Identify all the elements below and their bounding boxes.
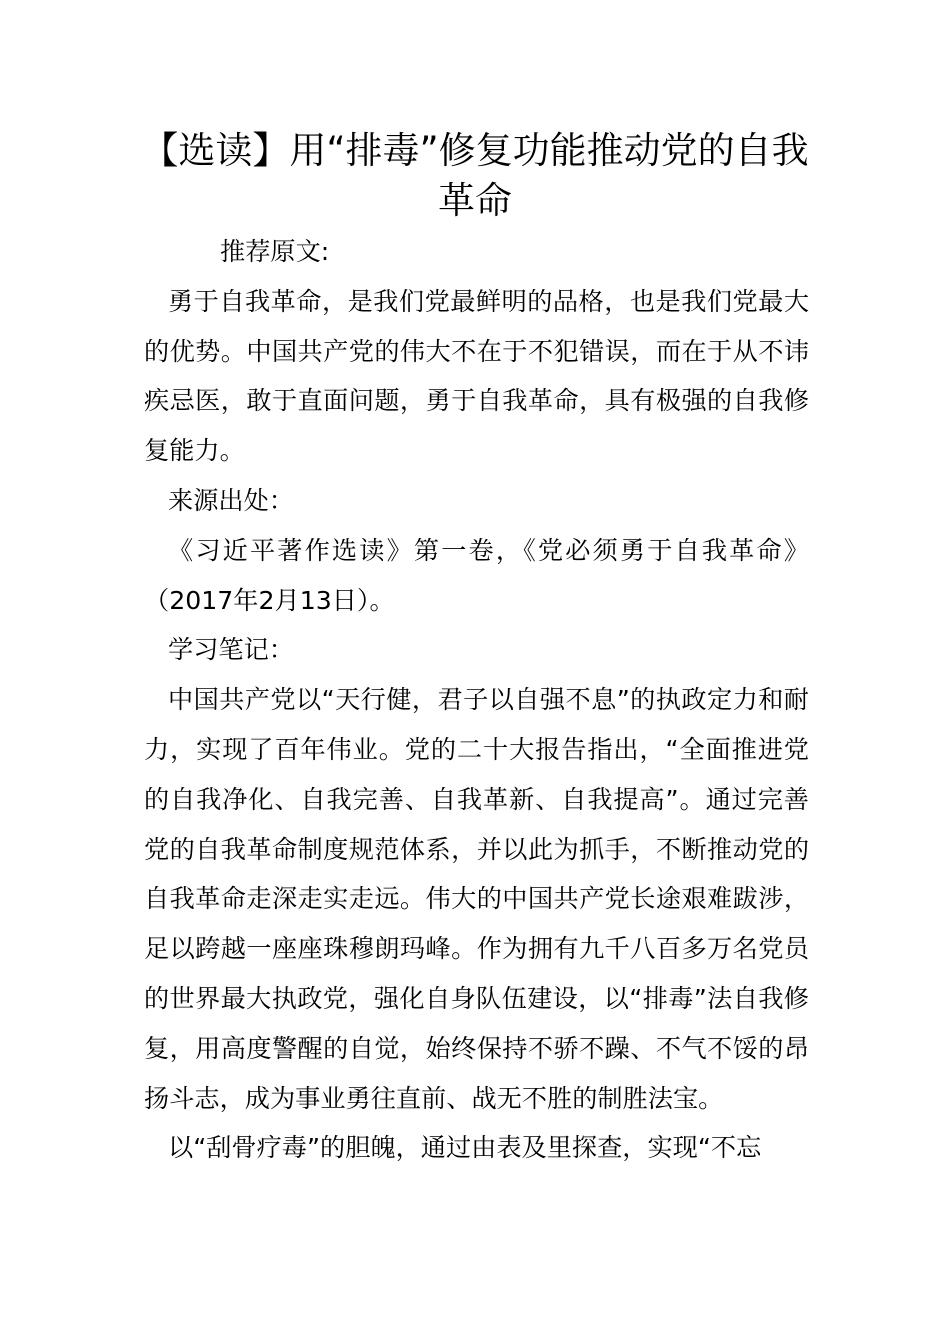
recommended-text: 勇于自我革命，是我们党最鲜明的品格，也是我们党最大的优势。中国共产党的伟大不在于不犯错误，而在于从不讳疾忌医，敢于直面问题，勇于自我革命，具有极强的自我修复能力。	[144, 286, 809, 466]
notes-paragraph-1: 中国共产党以“天行健，君子以自强不息”的执政定力和耐力，实现了百年伟业。党的二十大报告指出，“全面推进党的自我净化、自我完善、自我革新、自我提高”。通过完善党的自我革命制度规范体系，并以此为抓手，不断推动党的自我革命走深走实走远。伟大的中国共产党长途艰难跋涉，足以跨越一座座珠穆朗玛峰。作为拥有九千八百多万名党员的世界最大执政党，强化自身队伍建设，以“排毒”法自我修复，用高度警醒的自觉，始终保持不骄不躁、不气不馁的昂扬斗志，成为事业勇往直前、战无不胜的制胜法宝。	[144, 685, 809, 1113]
source-text: 《习近平著作选读》第一卷，《党必须勇于自我革命》（2017年2月13日）。	[144, 535, 809, 615]
notes-paragraph-2: 以“刮骨疗毒”的胆魄，通过由表及里探查，实现“不忘	[168, 1133, 762, 1163]
source-label: 来源出处：	[168, 485, 294, 515]
notes-label: 学习笔记：	[168, 635, 294, 665]
recommended-label: 推荐原文:	[220, 237, 330, 266]
document-body	[144, 227, 809, 1173]
document-title: 【选读】用“排毒”修复功能推动党的自我革命	[141, 129, 809, 222]
